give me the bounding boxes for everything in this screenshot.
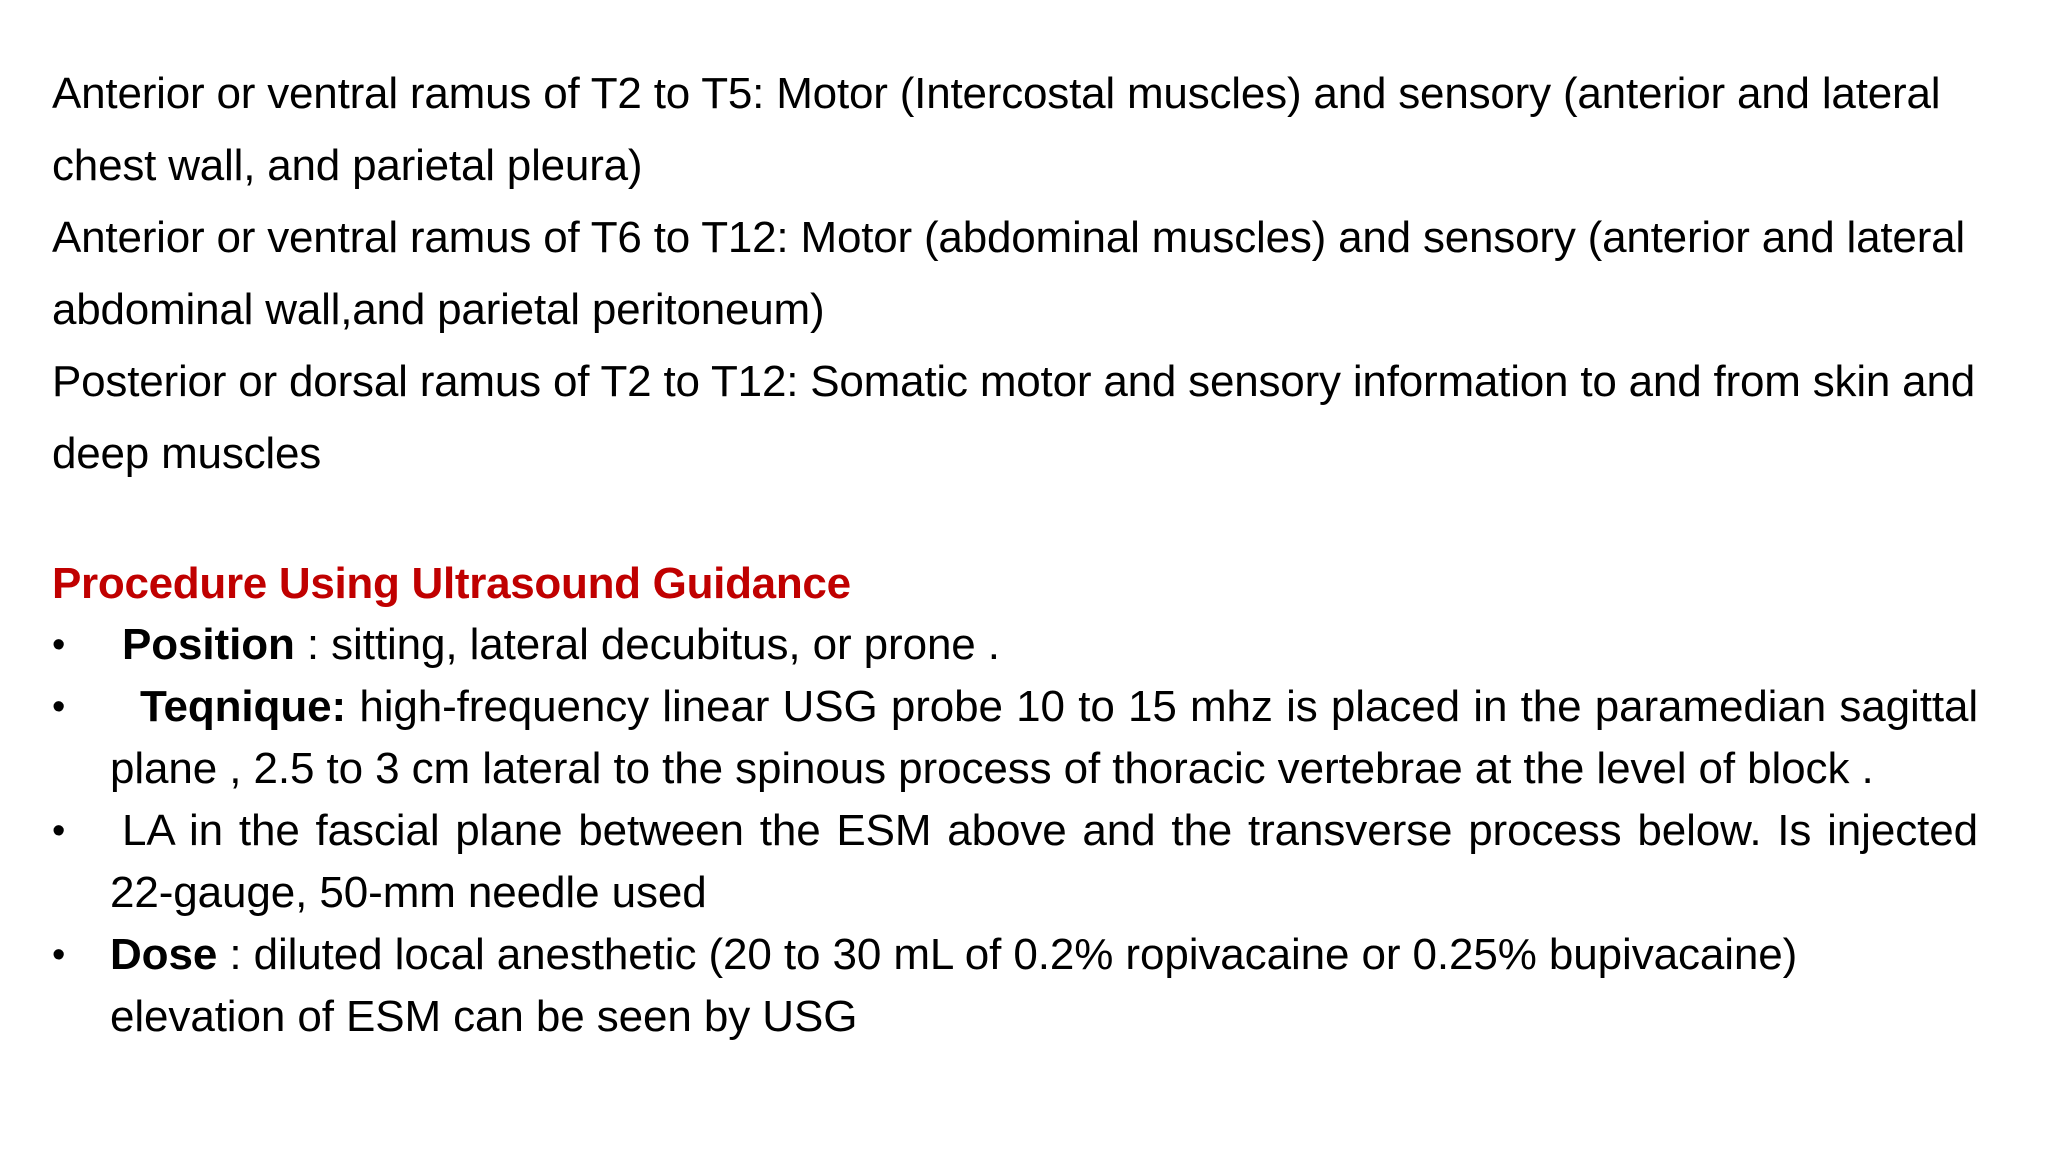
procedure-heading: Procedure Using Ultrasound Guidance bbox=[52, 559, 851, 608]
list-item-text bbox=[110, 806, 1978, 917]
bullet-icon: • bbox=[52, 686, 66, 728]
list-item-body: : diluted local anesthetic (20 to 30 mL of 0.2% ropivacaine or 0.25% bupivacaine) elevation of ESM can be seen by USG bbox=[110, 930, 1798, 1041]
intro-text bbox=[52, 58, 1982, 490]
list-item-text bbox=[110, 682, 1978, 793]
list-item-label: Position bbox=[122, 620, 295, 669]
procedure-list bbox=[52, 614, 1978, 1048]
list-item-text bbox=[110, 930, 1797, 1041]
list-item-dose bbox=[52, 924, 1978, 1048]
bullet-icon: • bbox=[52, 810, 66, 852]
list-item-label: Dose bbox=[110, 930, 218, 979]
list-item-body: : sitting, lateral decubitus, or prone . bbox=[294, 620, 1000, 669]
intro-paragraph-ventral-t6-t12: Anterior or ventral ramus of T6 to T12: Motor (abdominal muscles) and sensory (anterior and lateral abdominal wall,and parietal peritoneum) bbox=[52, 213, 1965, 334]
bullet-icon: • bbox=[52, 624, 66, 666]
list-item-body: high-frequency linear USG probe 10 to 15 mhz is placed in the paramedian sagittal plane , 2.5 to 3 cm lateral to the spinous process of thoracic vertebrae at the level of block . bbox=[110, 682, 1978, 793]
list-item-position bbox=[52, 614, 1978, 676]
intro-paragraph-dorsal-t2-t12: Posterior or dorsal ramus of T2 to T12: Somatic motor and sensory information to and from skin and deep muscles bbox=[52, 357, 1975, 478]
intro-paragraph-ventral-t2-t5: Anterior or ventral ramus of T2 to T5: Motor (Intercostal muscles) and sensory (anterior and lateral chest wall, and parietal pleura) bbox=[52, 69, 1941, 190]
list-item-technique bbox=[52, 676, 1978, 800]
list-item-body: LA in the fascial plane between the ESM above and the transverse process below. Is injected 22-gauge, 50-mm needle used bbox=[110, 806, 1978, 917]
list-item-la bbox=[52, 800, 1978, 924]
list-item-text bbox=[110, 620, 1000, 669]
bullet-icon: • bbox=[52, 934, 66, 976]
list-item-label: Teqnique: bbox=[140, 682, 347, 731]
